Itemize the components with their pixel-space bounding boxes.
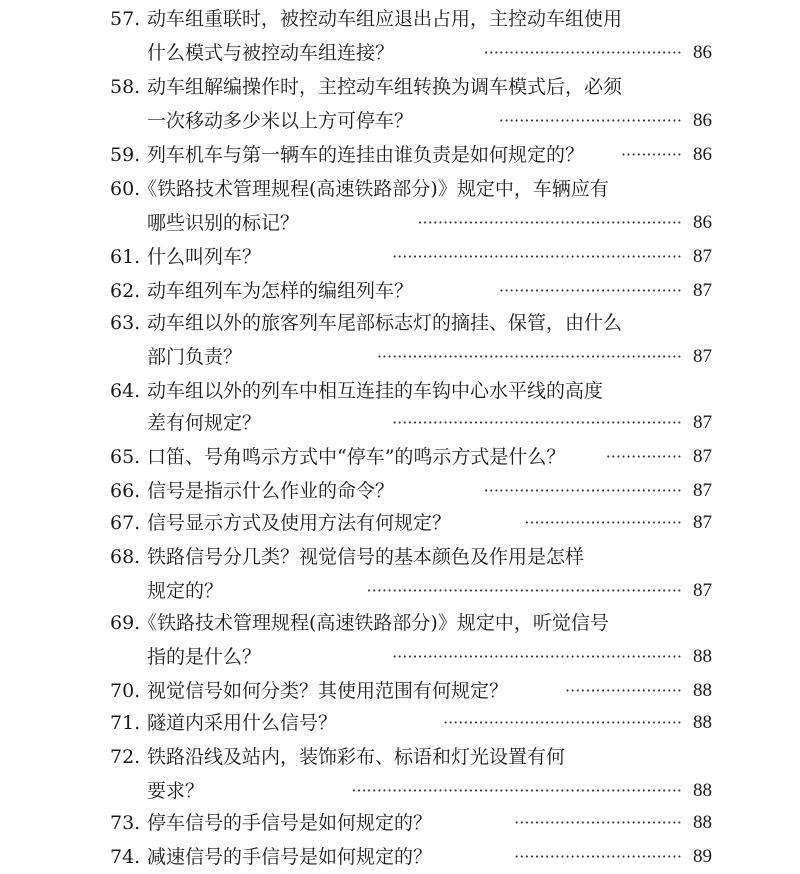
leader-dots: ······························· <box>524 513 682 532</box>
leader-dots: ························································· <box>392 413 682 432</box>
toc-entry-text: 动车组以外的列车中相互连挂的车钩中心水平线的高度 <box>147 380 604 402</box>
toc-entry-number: 74. <box>110 846 141 868</box>
leader-dots: ································· <box>514 847 682 866</box>
toc-entry-line[interactable] <box>0 840 800 874</box>
toc-page-number: 89 <box>693 846 712 867</box>
toc-entry-line[interactable] <box>0 540 800 574</box>
toc-entry-line[interactable] <box>0 306 800 340</box>
leader-dots: ································································· <box>351 781 682 800</box>
leader-dots: ···················································· <box>417 213 682 232</box>
toc-entry-text: 铁路沿线及站内，装饰彩布、标语和灯光设置有何 <box>147 746 566 768</box>
leader-dots: ············ <box>620 145 682 164</box>
leader-dots: ································· <box>514 813 682 832</box>
toc-entry-text: 什么模式与被控动车组连接？ <box>147 42 395 64</box>
toc-entry-line[interactable] <box>0 706 800 740</box>
toc-entry-text: 隧道内采用什么信号？ <box>147 712 338 734</box>
toc-entry-text: 视觉信号如何分类？其使用范围有何规定？ <box>147 680 509 702</box>
toc-entry-text: 口笛、号角鸣示方式中“停车”的鸣示方式是什么？ <box>147 446 566 468</box>
toc-page-number: 86 <box>693 144 712 165</box>
toc-entry-text: 要求？ <box>147 780 205 802</box>
toc-entry-text: 停车信号的手信号是如何规定的？ <box>147 812 433 834</box>
toc-entry-text: 《铁路技术管理规程(高速铁路部分)》规定中，听觉信号 <box>138 612 609 634</box>
toc-entry-line[interactable] <box>0 774 800 808</box>
leader-dots: ···································· <box>498 281 682 300</box>
toc-entry-line[interactable] <box>0 440 800 474</box>
toc-entry-text: 部门负责？ <box>147 346 243 368</box>
toc-entry-text: 什么叫列车？ <box>147 246 262 268</box>
toc-page-number: 87 <box>693 512 712 533</box>
toc-entry-number: 71. <box>110 712 141 734</box>
toc-entry-line[interactable] <box>0 374 800 408</box>
toc-entry-line[interactable] <box>0 574 800 608</box>
toc-entry-number: 73. <box>110 812 141 834</box>
toc-entry-line[interactable] <box>0 640 800 674</box>
toc-entry-number: 65. <box>110 446 141 468</box>
toc-entry-number: 59. <box>110 144 141 166</box>
toc-entry-line[interactable] <box>0 340 800 374</box>
toc-page-number: 87 <box>693 446 712 467</box>
toc-page-number: 87 <box>693 480 712 501</box>
toc-page-number: 88 <box>693 646 712 667</box>
toc-entry-line[interactable] <box>0 240 800 274</box>
toc-entry-text: 动车组列车为怎样的编组列车？ <box>147 280 414 302</box>
toc-entry-number: 66. <box>110 480 141 502</box>
leader-dots: ························································· <box>392 247 682 266</box>
toc-entry-text: 规定的？ <box>147 580 224 602</box>
toc-entry-line[interactable] <box>0 406 800 440</box>
toc-page-number: 87 <box>693 346 712 367</box>
leader-dots: ······················· <box>565 681 682 700</box>
toc-entry-text: 列车机车与第一辆车的连挂由谁负责是如何规定的？ <box>147 144 585 166</box>
toc-entry-line[interactable] <box>0 36 800 70</box>
toc-entry-number: 67. <box>110 512 141 534</box>
toc-entry-line[interactable] <box>0 806 800 840</box>
toc-entry-text: 《铁路技术管理规程(高速铁路部分)》规定中，车辆应有 <box>138 178 609 200</box>
toc-entry-number: 72. <box>110 746 141 768</box>
toc-entry-number: 58. <box>110 76 141 98</box>
leader-dots: ···························································· <box>376 347 682 366</box>
toc-entry-line[interactable] <box>0 138 800 172</box>
leader-dots: ···································· <box>498 111 682 130</box>
toc-entry-line[interactable] <box>0 606 800 640</box>
toc-page-number: 88 <box>693 812 712 833</box>
toc-entry-number: 62. <box>110 280 141 302</box>
toc-page-number: 86 <box>693 212 712 233</box>
toc-entry-text: 动车组解编操作时，主控动车组转换为调车模式后，必须 <box>147 76 623 98</box>
toc-page-number: 86 <box>693 110 712 131</box>
toc-page-number: 87 <box>693 580 712 601</box>
toc-entry-number: 70. <box>110 680 141 702</box>
toc-page-number: 87 <box>693 280 712 301</box>
toc-entry-number: 61. <box>110 246 141 268</box>
toc-entry-text: 哪些识别的标记？ <box>147 212 300 234</box>
toc-entry-line[interactable] <box>0 70 800 104</box>
leader-dots: ······························································ <box>366 581 682 600</box>
toc-entry-number: 63. <box>110 312 141 334</box>
toc-entry-text: 动车组重联时，被控动车组应退出占用，主控动车组使用 <box>147 8 623 30</box>
toc-entry-text: 信号显示方式及使用方法有何规定？ <box>147 512 452 534</box>
toc-page-number: 88 <box>693 680 712 701</box>
leader-dots: ··············· <box>605 447 682 466</box>
toc-entry-text: 一次移动多少米以上方可停车？ <box>147 110 414 132</box>
toc-entry-text: 减速信号的手信号是如何规定的？ <box>147 846 433 868</box>
toc-entry-text: 信号是指示什么作业的命令？ <box>147 480 395 502</box>
toc-entry-number: 60. <box>110 178 141 200</box>
toc-page-number: 86 <box>693 42 712 63</box>
toc-entry-text: 指的是什么？ <box>147 646 262 668</box>
toc-entry-line[interactable] <box>0 474 800 508</box>
toc-page-number: 87 <box>693 246 712 267</box>
toc-entry-text: 差有何规定？ <box>147 412 262 434</box>
leader-dots: ························································· <box>392 647 682 666</box>
toc-entry-line[interactable] <box>0 104 800 138</box>
toc-entry-line[interactable] <box>0 506 800 540</box>
toc-entry-line[interactable] <box>0 206 800 240</box>
toc-entry-text: 动车组以外的旅客列车尾部标志灯的摘挂、保管，由什么 <box>147 312 623 334</box>
toc-entry-line[interactable] <box>0 274 800 308</box>
leader-dots: ······································· <box>483 481 682 500</box>
toc-page-number: 88 <box>693 712 712 733</box>
toc-entry-number: 57. <box>110 8 141 30</box>
toc-entry-line[interactable] <box>0 2 800 36</box>
toc-entry-text: 铁路信号分几类？视觉信号的基本颜色及作用是怎样 <box>147 546 585 568</box>
toc-entry-number: 64. <box>110 380 141 402</box>
toc-entry-line[interactable] <box>0 172 800 206</box>
leader-dots: ······································· <box>483 43 682 62</box>
toc-entry-line[interactable] <box>0 740 800 774</box>
toc-entry-line[interactable] <box>0 674 800 708</box>
toc-page-number: 87 <box>693 412 712 433</box>
toc-entry-number: 68. <box>110 546 141 568</box>
toc-entry-number: 69. <box>110 612 141 634</box>
leader-dots: ··············································· <box>442 713 682 732</box>
toc-page-number: 88 <box>693 780 712 801</box>
